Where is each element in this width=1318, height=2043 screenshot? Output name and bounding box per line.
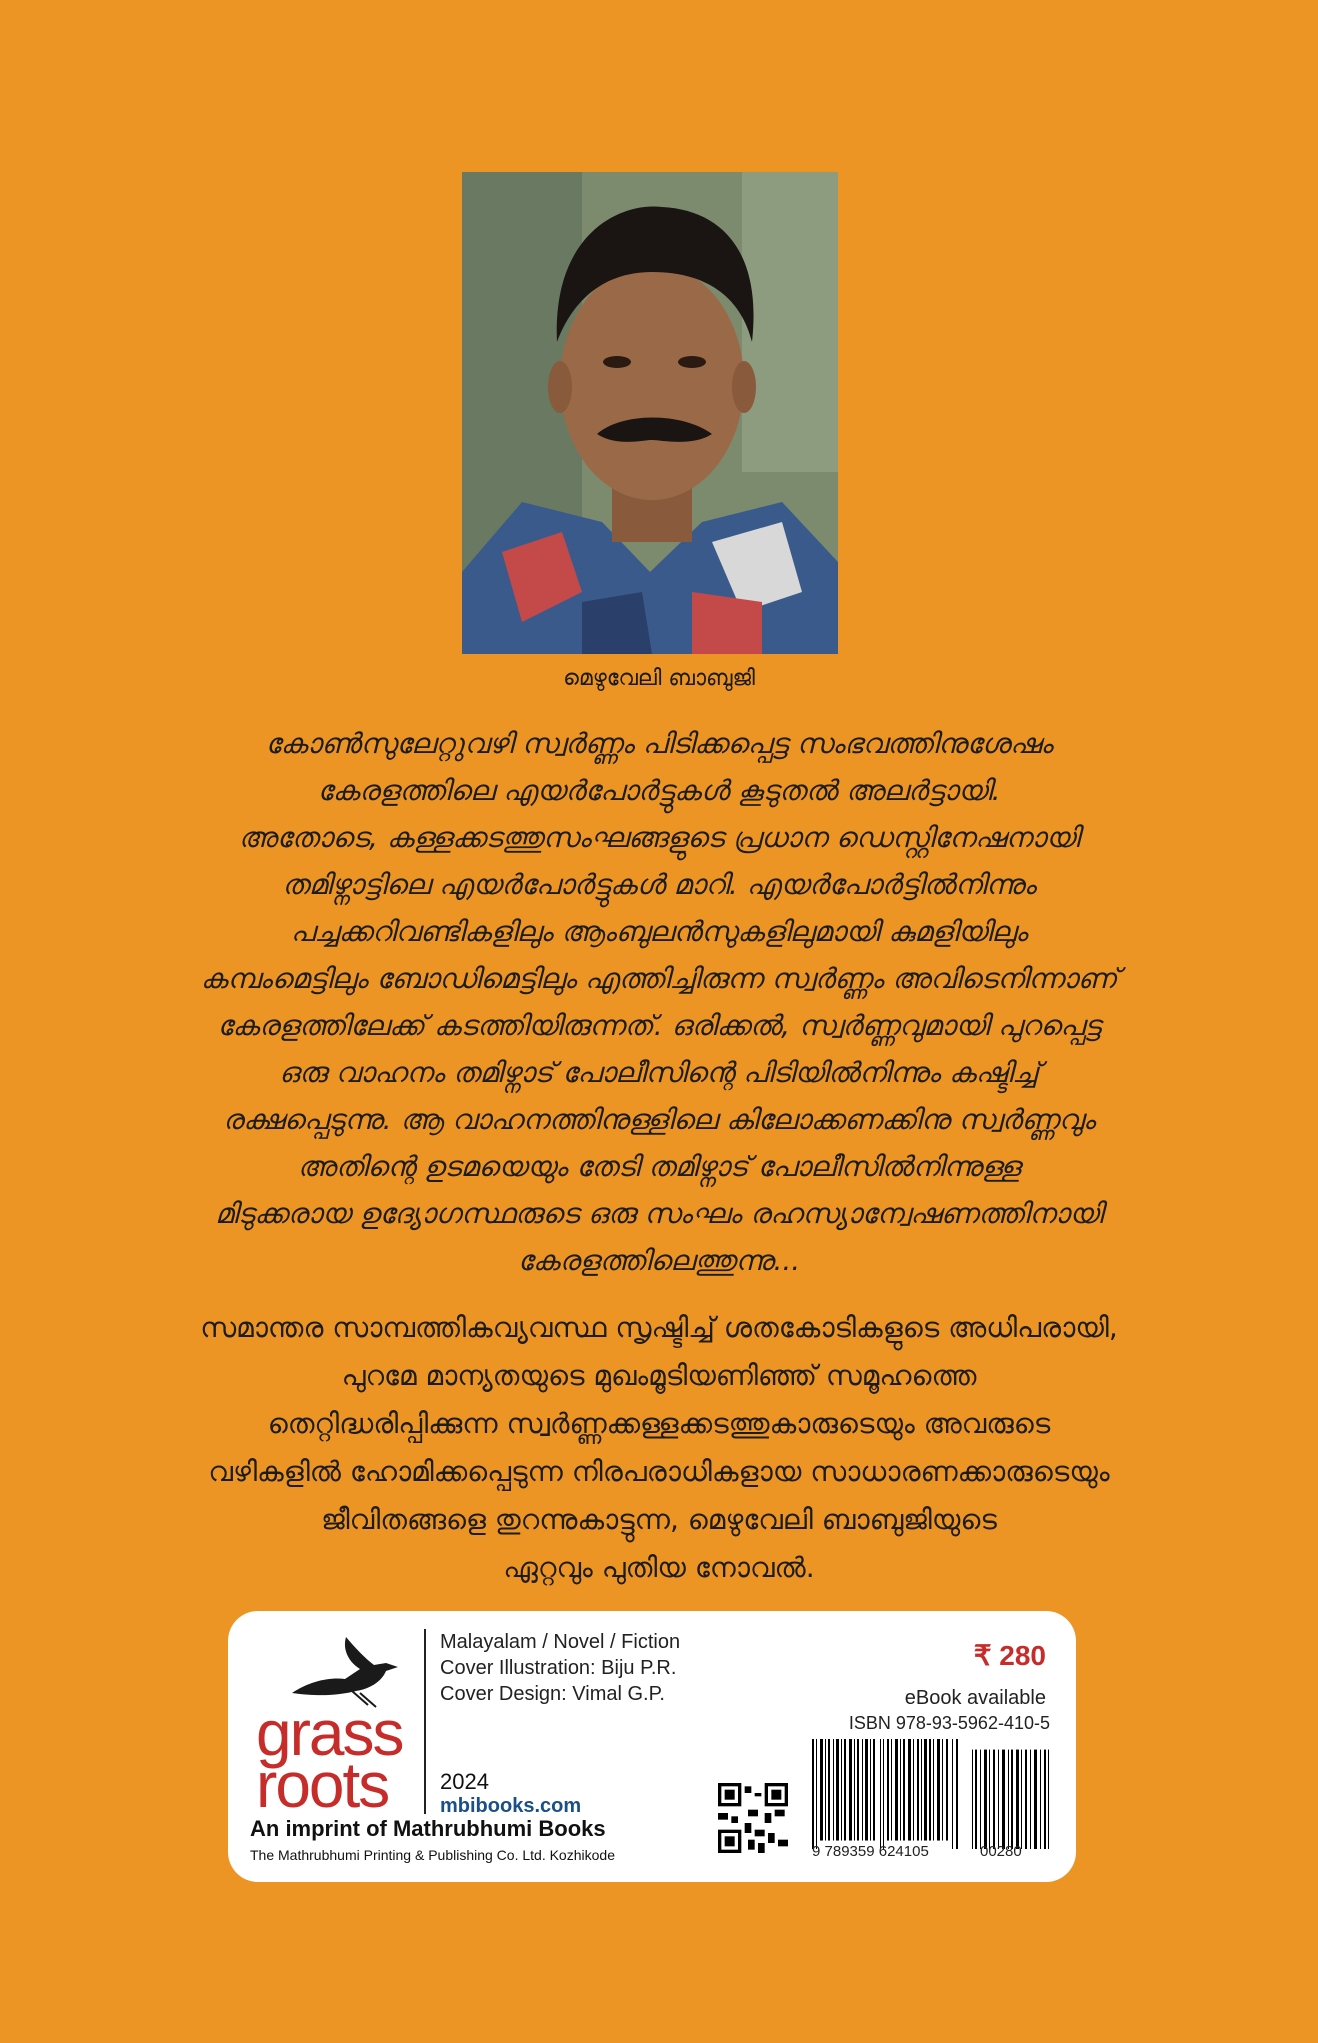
logo-line-2: roots bbox=[256, 1749, 389, 1821]
price-label: ₹ 280 bbox=[973, 1640, 1046, 1671]
author-photo bbox=[462, 172, 838, 654]
barcode-number: 9 789359 624105 bbox=[812, 1843, 929, 1860]
blurb-paragraph bbox=[130, 720, 1188, 1284]
isbn-text: ISBN 978-93-5962-410-5 bbox=[848, 1713, 1050, 1733]
blurb-line: അതിന്റെ ഉടമയെയും തേടി തമിഴ്നാട് പോലീസിൽനിന്നുള്ള bbox=[297, 1150, 1021, 1183]
grassroots-logo bbox=[256, 1697, 416, 1821]
description-paragraph bbox=[130, 1304, 1188, 1592]
imprint-text: An imprint of Mathrubhumi Books bbox=[250, 1816, 606, 1841]
logo-line-1: grass bbox=[256, 1697, 403, 1769]
website-link[interactable]: mbibooks.com bbox=[440, 1795, 582, 1817]
genre-text: Malayalam / Novel / Fiction bbox=[440, 1631, 681, 1653]
blurb-line: തമിഴ്നാട്ടിലെ എയർപോർട്ടുകൾ മാറി. എയർപോർട്ടിൽനിന്നും bbox=[282, 868, 1036, 901]
blurb-line: മിടുക്കരായ ഉദ്യോഗസ്ഥരുടെ ഒരു സംഘം രഹസ്യാന്വേഷണത്തിനായി bbox=[215, 1197, 1103, 1230]
blurb-line: കേരളത്തിലെത്തുന്നു... bbox=[517, 1244, 801, 1277]
description-line: ഏറ്റവും പുതിയ നോവൽ. bbox=[503, 1551, 815, 1584]
blurb-line: കോൺസുലേറ്റുവഴി സ്വർണ്ണം പിടിക്കപ്പെട്ട സംഭവത്തിനുശേഷം bbox=[265, 727, 1053, 760]
blurb-line: ഒരു വാഹനം തമിഴ്നാട് പോലീസിന്റെ പിടിയിൽനിന്നും കഷ്ടിച്ച് bbox=[279, 1056, 1039, 1089]
publisher-company: The Mathrubhumi Printing & Publishing Co. Ltd. Kozhikode bbox=[250, 1847, 615, 1863]
publication-year: 2024 bbox=[440, 1769, 489, 1794]
description-line: പുറമേ മാന്യതയുടെ മുഖംമൂടിയണിഞ്ഞ് സമൂഹത്തെ bbox=[341, 1359, 977, 1392]
ebook-availability: eBook available bbox=[904, 1687, 1046, 1709]
design-credit: Cover Design: Vimal G.P. bbox=[440, 1683, 665, 1705]
description-line: തെറ്റിദ്ധരിപ്പിക്കുന്ന സ്വർണ്ണക്കള്ളക്കടത്തുകാരുടെയും അവരുടെ bbox=[267, 1407, 1051, 1440]
description-line: വഴികളിൽ ഹോമിക്കപ്പെടുന്ന നിരപരാധികളായ സാധാരണക്കാരുടെയും bbox=[208, 1455, 1110, 1488]
blurb-line: അതോടെ, കള്ളക്കടത്തുസംഘങ്ങളുടെ പ്രധാന ഡെസ്റ്റിനേഷനായി bbox=[238, 821, 1080, 854]
divider bbox=[424, 1629, 426, 1814]
book-meta bbox=[440, 1629, 680, 1707]
description-line: സമാന്തര സാമ്പത്തികവ്യവസ്ഥ സൃഷ്ടിച്ച് ശതകോടികളുടെ അധിപരായി, bbox=[200, 1311, 1118, 1344]
blurb-line: കേരളത്തിലേക്ക് കടത്തിയിരുന്നത്. ഒരിക്കൽ, സ്വർണ്ണവുമായി പുറപ്പെട്ട bbox=[217, 1009, 1101, 1042]
illustration-credit: Cover Illustration: Biju P.R. bbox=[440, 1657, 677, 1679]
publisher-info-box bbox=[228, 1611, 1076, 1882]
qr-code-icon bbox=[718, 1783, 788, 1853]
blurb-line: കേരളത്തിലെ എയർപോർട്ടുകൾ കൂടുതൽ അലർട്ടായി. bbox=[317, 774, 1001, 807]
author-name-caption: മെഴുവേലി ബാബുജി bbox=[563, 666, 755, 691]
isbn-barcode bbox=[810, 1739, 960, 1849]
description-line: ജീവിതങ്ങളെ തുറന്നുകാട്ടുന്ന, മെഴുവേലി ബാബുജിയുടെ bbox=[321, 1503, 997, 1536]
blurb-line: രക്ഷപ്പെടുന്നു. ആ വാഹനത്തിനുള്ളിലെ കിലോക്കണക്കിനു സ്വർണ്ണവും bbox=[223, 1103, 1095, 1136]
blurb-line: കമ്പംമെട്ടിലും ബോഡിമെട്ടിലും എത്തിച്ചിരുന്ന സ്വർണ്ണം അവിടെനിന്നാണ് bbox=[200, 962, 1118, 995]
barcode-addon-number: 00280 bbox=[980, 1843, 1022, 1860]
price-addon-barcode bbox=[970, 1739, 1052, 1849]
blurb-line: പച്ചക്കറിവണ്ടികളിലും ആംബുലൻസുകളിലുമായി കുമളിയിലും bbox=[290, 915, 1028, 948]
